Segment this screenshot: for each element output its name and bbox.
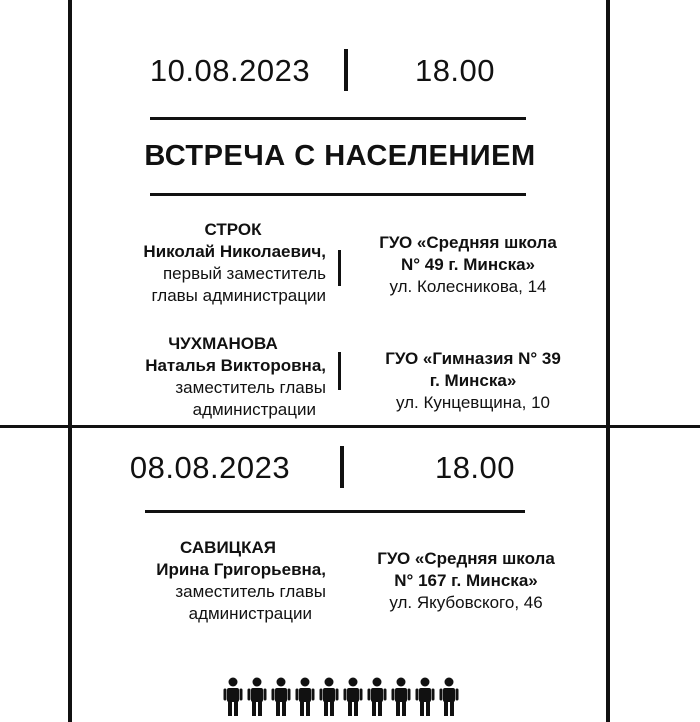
- frame-left-line: [68, 0, 72, 722]
- event2-date-rule: [145, 510, 525, 513]
- people-row-icon: [222, 676, 460, 716]
- official-position-2: администрации: [192, 400, 316, 419]
- official-name: Наталья Викторовна,: [145, 356, 326, 375]
- event1-time: 18.00: [414, 53, 496, 88]
- official-surname: ЧУХМАНОВА: [168, 334, 278, 353]
- official-card-chukhmanova: [90, 333, 326, 421]
- event2-date: 08.08.2023: [129, 450, 291, 485]
- official-surname: СТРОК: [204, 220, 262, 239]
- person-figure-icon: [366, 676, 388, 716]
- person-figure-icon: [294, 676, 316, 716]
- venue-name-2: N° 49 г. Минска»: [400, 255, 535, 274]
- person-figure-icon: [390, 676, 412, 716]
- venue-address: ул. Колесникова, 14: [389, 277, 547, 296]
- official-name: Ирина Григорьевна,: [156, 560, 326, 579]
- person-figure-icon: [246, 676, 268, 716]
- event2-date-time-separator: [340, 446, 344, 488]
- venue-name-2: N° 167 г. Минска»: [394, 571, 538, 590]
- official-position: заместитель главы: [175, 582, 326, 601]
- title-bottom-rule: [150, 193, 526, 196]
- official-card-strok: [90, 219, 326, 307]
- entry2-separator: [338, 352, 341, 390]
- venue-name: ГУО «Гимназия N° 39: [385, 349, 561, 368]
- venue-card-gymnasium-39: [355, 348, 591, 414]
- venue-card-school-167: [348, 548, 584, 614]
- official-position-2: администрации: [188, 604, 312, 623]
- event1-date-time-separator: [344, 49, 348, 91]
- venue-card-school-49: [350, 232, 586, 298]
- event1-date: 10.08.2023: [149, 53, 311, 88]
- venue-name-2: г. Минска»: [429, 371, 517, 390]
- venue-name: ГУО «Средняя школа: [379, 233, 557, 252]
- person-figure-icon: [342, 676, 364, 716]
- person-figure-icon: [438, 676, 460, 716]
- official-card-savitskaya: [90, 537, 326, 625]
- page-title: ВСТРЕЧА С НАСЕЛЕНИЕМ: [144, 140, 536, 172]
- person-figure-icon: [270, 676, 292, 716]
- official-name: Николай Николаевич,: [143, 242, 326, 261]
- entry1-separator: [338, 250, 341, 286]
- official-position: первый заместитель: [162, 264, 326, 283]
- official-position-2: главы администрации: [151, 286, 326, 305]
- venue-name: ГУО «Средняя школа: [377, 549, 555, 568]
- person-figure-icon: [318, 676, 340, 716]
- official-position: заместитель главы: [175, 378, 326, 397]
- venue-address: ул. Кунцевщина, 10: [396, 393, 550, 412]
- event2-time: 18.00: [434, 450, 516, 485]
- person-figure-icon: [414, 676, 436, 716]
- official-surname: САВИЦКАЯ: [180, 538, 276, 557]
- title-top-rule: [150, 117, 526, 120]
- person-figure-icon: [222, 676, 244, 716]
- section-divider: [0, 425, 700, 428]
- frame-right-line: [606, 0, 610, 722]
- venue-address: ул. Якубовского, 46: [389, 593, 543, 612]
